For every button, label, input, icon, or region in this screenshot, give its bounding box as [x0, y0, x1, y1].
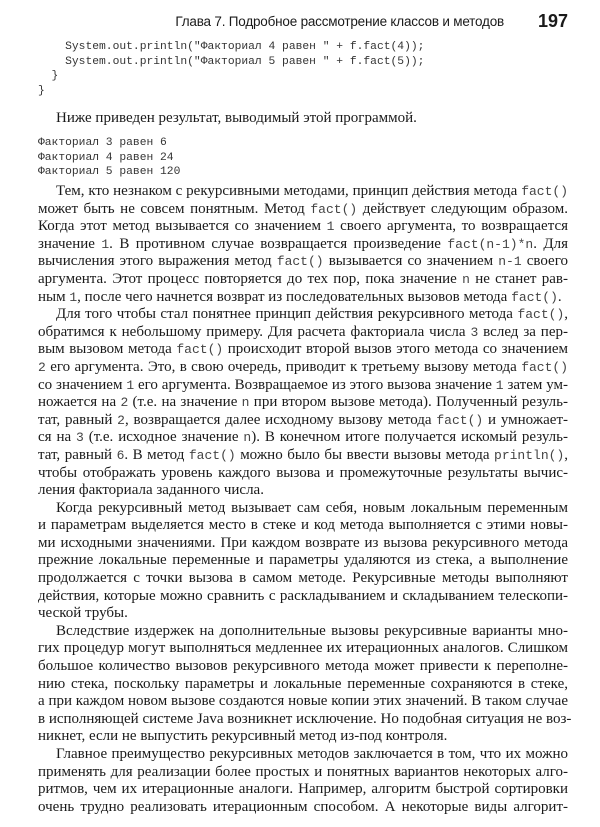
- inline-code: 1: [126, 377, 135, 393]
- paragraph: [38, 500, 568, 623]
- inline-code: 1: [326, 219, 335, 235]
- text-line: Вследствие издержек на дополнительные вызовы рекурсивные варианты мно-: [56, 622, 568, 639]
- text-line: вычисления этого выражения метод fact() вызывается со значением n-1 своего: [38, 253, 568, 270]
- text-line: вым вызовом метода fact() происходит второй вызов этого метода со значением: [38, 341, 568, 358]
- text-line: действия, которые можно сравнить с раскладыванием и складыванием телескопи-: [38, 587, 568, 604]
- body-text: [38, 183, 572, 816]
- inline-code: 1: [495, 377, 504, 393]
- inline-code: 6: [116, 447, 125, 463]
- inline-code: 1: [69, 289, 78, 305]
- text-line: тат, равный 2, возвращается далее исходному вызову метода fact() и умножает-: [38, 411, 568, 428]
- text-line: Главное преимущество рекурсивных методов заключается в том, что их можно: [56, 746, 568, 762]
- inline-code: 3: [76, 430, 84, 446]
- inline-code: 2: [120, 395, 129, 411]
- text-line: ным 1, после чего начнется возврат из последовательных вызовов метода fact().: [38, 288, 562, 305]
- inline-code: fact(): [176, 342, 224, 358]
- text-line: очень трудно реализовать итерационным способом. А некоторые виды алгорит-: [38, 798, 568, 815]
- inline-code: fact(): [517, 307, 565, 323]
- text-line: тат, равный 6. В метод fact() можно было бы ввести вызовы метода println(),: [38, 446, 568, 463]
- inline-code: fact(): [188, 447, 236, 463]
- text-line: ческой трубы.: [38, 605, 128, 622]
- intro-sentence: Ниже приведен результат, выводимый этой программой.: [56, 110, 417, 126]
- inline-code: fact(): [521, 184, 568, 199]
- code-line: }: [38, 70, 59, 82]
- text-line: чтобы отображать уровень каждого вызова и промежуточные результаты вычис-: [38, 464, 568, 481]
- chapter-title: Глава 7. Подробное рассмотрение классов и методов: [175, 14, 504, 29]
- paragraph: [38, 306, 568, 500]
- text-line: прежние локальные переменные и параметры удаляются из стека, а выполнение: [38, 552, 568, 569]
- inline-code: fact(): [276, 254, 324, 270]
- text-line: и параметрам выделяется место в стеке и код метода выполняется с этими новы-: [38, 517, 568, 534]
- program-output: [38, 136, 180, 180]
- text-line: применять для реализации более простых и понятных вариантов некоторых алго-: [38, 763, 568, 780]
- code-line: System.out.println("Факториал 5 равен " + f.fact(5));: [38, 55, 425, 68]
- text-line: Когда рекурсивный метод вызывает сам себя, новым локальным переменным: [56, 499, 568, 516]
- output-line: Факториал 4 равен 24: [38, 151, 174, 164]
- inline-code: 3: [470, 324, 479, 340]
- text-line: в исполняющей системе Java возникнет исключение. Но подобная ситуация не воз-: [38, 710, 572, 727]
- paragraph: [38, 746, 568, 816]
- inline-code: 1: [101, 236, 110, 252]
- text-line: большое количество вызовов рекурсивного метода может привести к переполне-: [38, 658, 568, 675]
- text-line: со значением 1 его аргумента. Возвращаемое из этого вызова значение 1 затем ум-: [38, 376, 568, 393]
- inline-code: println(): [494, 447, 565, 463]
- inline-code: fact(): [436, 412, 484, 428]
- text-line: ми исходными значениями. При каждом возврате из вызова рекурсивного метода: [38, 534, 568, 551]
- inline-code: 2: [38, 359, 46, 375]
- text-line: Тем, кто незнаком с рекурсивными методами, принцип действия метода fact(): [56, 183, 568, 199]
- inline-code: fact(): [521, 359, 568, 375]
- inline-code: fact(): [310, 201, 358, 217]
- text-line: Для того чтобы стал понятнее принцип действия рекурсивного метода fact(),: [56, 306, 568, 323]
- page-number: 197: [537, 11, 568, 31]
- text-line: значение 1. В противном случае возвращается произведение fact(n-1)*n. Для: [38, 235, 568, 252]
- text-line: никнет, если не выпустить рекурсивный метод из-под контроля.: [38, 728, 448, 745]
- code-line: }: [38, 84, 45, 97]
- inline-code: n-1: [498, 254, 522, 270]
- text-line: гих процедур могут выполняться медленнее их итерационных аналогов. Слишком: [38, 640, 568, 657]
- text-line: обратимся к небольшому примеру. Для расчета факториала числа 3 вслед за пер-: [38, 323, 568, 340]
- output-line: Факториал 5 равен 120: [38, 166, 181, 178]
- code-listing: [38, 40, 424, 98]
- code-line: System.out.println("Факториал 4 равен " + f.fact(4));: [38, 41, 425, 53]
- text-line: ритмов, чем их итерационные аналоги. Например, алгоритм быстрой сортировки: [38, 781, 568, 798]
- text-line: ножается на 2 (т.е. на значение n при втором вызове метода). Полученный резуль-: [38, 394, 568, 411]
- text-line: продолжается с точки вызова в самом методе. Рекурсивные методы выполняют: [38, 570, 568, 587]
- text-line: а при каждом новом вызове создаются новые копии этих значений. В таком случае: [38, 693, 568, 710]
- output-line: Факториал 3 равен 6: [38, 137, 167, 149]
- inline-code: fact(n-1)*n: [447, 236, 534, 252]
- inline-code: n: [241, 395, 250, 411]
- text-line: аргумента. Этот процесс повторяется до тех пор, пока значение n не станет рав-: [38, 270, 569, 287]
- text-line: ся на 3 (т.е. исходное значение n). В конечном итоге получается искомый резуль-: [38, 429, 568, 446]
- text-line: ления факториала заданного числа.: [38, 482, 264, 499]
- text-line: нию стека, поскольку параметры и локальные переменные сохраняются в стеке,: [38, 675, 568, 692]
- running-header: [0, 12, 568, 34]
- inline-code: 2: [117, 412, 125, 428]
- text-line: Когда этот метод вызывается со значением 1 своего аргумента, то возвращается: [38, 218, 569, 235]
- text-line: 2 его аргумента. Это, в свою очередь, приводит к третьему вызову метода fact(): [38, 358, 568, 375]
- text-line: может быть не совсем понятным. Метод fact() действует следующим образом.: [38, 200, 568, 217]
- inline-code: fact(): [511, 289, 558, 305]
- paragraph: [38, 622, 572, 746]
- inline-code: n: [462, 271, 470, 287]
- inline-code: n: [243, 430, 252, 446]
- paragraph: [38, 183, 568, 306]
